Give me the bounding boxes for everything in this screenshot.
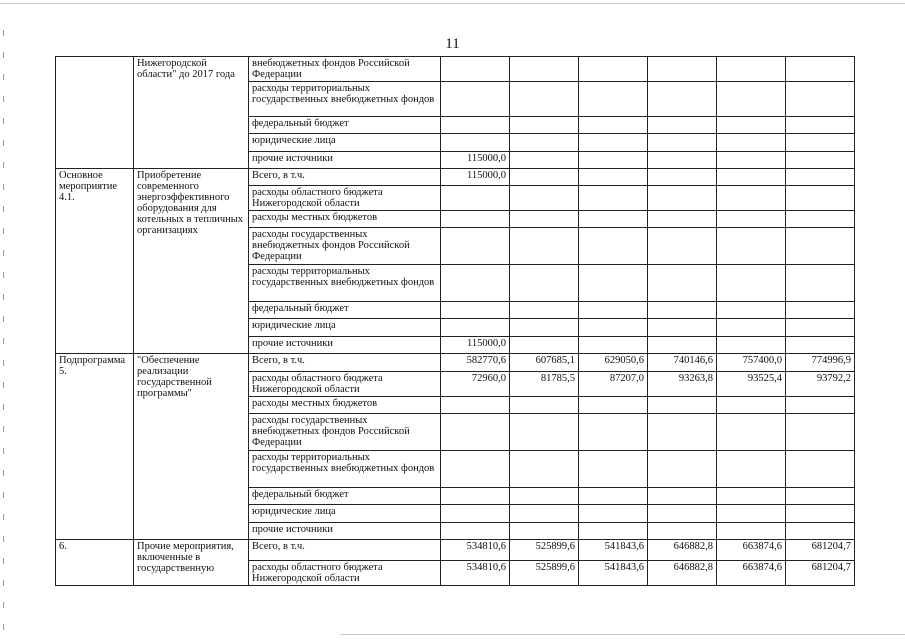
amount-cell: [786, 134, 855, 152]
amount-cell: [441, 523, 510, 540]
amount-cell: [510, 228, 579, 265]
funding-source-cell: расходы территориальных государственных внебюджетных фондов: [249, 82, 441, 117]
amount-cell: 740146,6: [648, 354, 717, 372]
amount-cell: [579, 152, 648, 169]
amount-cell: [786, 228, 855, 265]
amount-cell: [786, 117, 855, 134]
amount-cell: [648, 523, 717, 540]
amount-cell: 115000,0: [441, 337, 510, 354]
amount-cell: [648, 505, 717, 523]
amount-cell: [579, 302, 648, 319]
amount-cell: [441, 265, 510, 302]
amount-cell: [786, 488, 855, 505]
amount-cell: 115000,0: [441, 152, 510, 169]
amount-cell: [441, 117, 510, 134]
funding-source-cell: расходы местных бюджетов: [249, 211, 441, 228]
funding-source-cell: внебюджетных фондов Российской Федерации: [249, 57, 441, 82]
amount-cell: [648, 319, 717, 337]
program-name-cell: Прочие мероприятия, включенные в государственную: [134, 540, 249, 586]
amount-cell: 607685,1: [510, 354, 579, 372]
program-code-cell: Подпрограмма 5.: [56, 354, 134, 540]
amount-cell: [717, 82, 786, 117]
amount-cell: [579, 117, 648, 134]
funding-source-cell: расходы государственных внебюджетных фондов Российской Федерации: [249, 414, 441, 451]
amount-cell: [579, 228, 648, 265]
amount-cell: [717, 265, 786, 302]
amount-cell: [717, 451, 786, 488]
amount-cell: [510, 186, 579, 211]
amount-cell: 525899,6: [510, 540, 579, 561]
amount-cell: 81785,5: [510, 372, 579, 397]
funding-source-cell: Всего, в т.ч.: [249, 169, 441, 186]
amount-cell: [579, 488, 648, 505]
amount-cell: [441, 319, 510, 337]
amount-cell: [441, 211, 510, 228]
amount-cell: 534810,6: [441, 540, 510, 561]
amount-cell: [717, 211, 786, 228]
amount-cell: [510, 337, 579, 354]
program-code-cell: Основное мероприятие 4.1.: [56, 169, 134, 354]
amount-cell: [510, 451, 579, 488]
program-name-cell: "Обеспечение реализации государственной программы": [134, 354, 249, 540]
amount-cell: 774996,9: [786, 354, 855, 372]
amount-cell: [786, 82, 855, 117]
amount-cell: [786, 302, 855, 319]
amount-cell: [579, 82, 648, 117]
amount-cell: [648, 134, 717, 152]
amount-cell: [648, 117, 717, 134]
amount-cell: [441, 451, 510, 488]
amount-cell: [786, 451, 855, 488]
amount-cell: [441, 302, 510, 319]
amount-cell: [579, 134, 648, 152]
table-row: [56, 169, 855, 186]
amount-cell: 72960,0: [441, 372, 510, 397]
amount-cell: [648, 265, 717, 302]
amount-cell: [786, 211, 855, 228]
amount-cell: 541843,6: [579, 561, 648, 586]
funding-source-cell: Всего, в т.ч.: [249, 354, 441, 372]
amount-cell: 663874,6: [717, 561, 786, 586]
amount-cell: 646882,8: [648, 540, 717, 561]
funding-source-cell: расходы государственных внебюджетных фондов Российской Федерации: [249, 228, 441, 265]
amount-cell: [717, 134, 786, 152]
amount-cell: [717, 186, 786, 211]
amount-cell: 582770,6: [441, 354, 510, 372]
budget-table: [55, 56, 855, 586]
program-name-cell: Нижегородской области" до 2017 года: [134, 57, 249, 169]
funding-source-cell: расходы территориальных государственных внебюджетных фондов: [249, 451, 441, 488]
amount-cell: [579, 397, 648, 414]
amount-cell: [648, 488, 717, 505]
page-number: 11: [445, 36, 460, 52]
funding-source-cell: расходы областного бюджета Нижегородской области: [249, 561, 441, 586]
amount-cell: [579, 505, 648, 523]
amount-cell: [441, 134, 510, 152]
funding-source-cell: расходы областного бюджета Нижегородской области: [249, 186, 441, 211]
program-code-cell: [56, 57, 134, 169]
amount-cell: [717, 169, 786, 186]
amount-cell: [510, 505, 579, 523]
amount-cell: [648, 186, 717, 211]
amount-cell: [579, 523, 648, 540]
funding-source-cell: юридические лица: [249, 134, 441, 152]
amount-cell: [510, 523, 579, 540]
amount-cell: [786, 505, 855, 523]
amount-cell: [579, 169, 648, 186]
amount-cell: [579, 211, 648, 228]
amount-cell: [717, 505, 786, 523]
amount-cell: [441, 397, 510, 414]
amount-cell: 93525,4: [717, 372, 786, 397]
amount-cell: 681204,7: [786, 540, 855, 561]
amount-cell: [717, 57, 786, 82]
funding-source-cell: прочие источники: [249, 337, 441, 354]
amount-cell: [441, 228, 510, 265]
amount-cell: [717, 488, 786, 505]
amount-cell: [648, 211, 717, 228]
amount-cell: [786, 337, 855, 354]
funding-source-cell: прочие источники: [249, 523, 441, 540]
amount-cell: 534810,6: [441, 561, 510, 586]
funding-source-cell: прочие источники: [249, 152, 441, 169]
amount-cell: [441, 488, 510, 505]
amount-cell: 93263,8: [648, 372, 717, 397]
amount-cell: [786, 397, 855, 414]
amount-cell: [717, 523, 786, 540]
funding-source-cell: федеральный бюджет: [249, 117, 441, 134]
binding-marks: [3, 30, 4, 630]
program-code-cell: 6.: [56, 540, 134, 586]
amount-cell: [579, 186, 648, 211]
amount-cell: [510, 488, 579, 505]
table-row: [56, 540, 855, 561]
amount-cell: 541843,6: [579, 540, 648, 561]
funding-source-cell: федеральный бюджет: [249, 488, 441, 505]
amount-cell: [786, 169, 855, 186]
amount-cell: [648, 228, 717, 265]
table-row: [56, 57, 855, 82]
amount-cell: [717, 152, 786, 169]
amount-cell: [786, 57, 855, 82]
amount-cell: [441, 414, 510, 451]
funding-source-cell: Всего, в т.ч.: [249, 540, 441, 561]
amount-cell: [786, 523, 855, 540]
amount-cell: [717, 302, 786, 319]
amount-cell: [579, 57, 648, 82]
amount-cell: [717, 397, 786, 414]
amount-cell: [510, 211, 579, 228]
amount-cell: [717, 228, 786, 265]
amount-cell: [579, 414, 648, 451]
amount-cell: [510, 302, 579, 319]
amount-cell: [510, 57, 579, 82]
amount-cell: [510, 169, 579, 186]
amount-cell: [510, 117, 579, 134]
funding-source-cell: расходы областного бюджета Нижегородской области: [249, 372, 441, 397]
amount-cell: 681204,7: [786, 561, 855, 586]
amount-cell: [648, 451, 717, 488]
amount-cell: 115000,0: [441, 169, 510, 186]
program-name-cell: Приобретение современного энергоэффективного оборудования для котельных в тепличных организациях: [134, 169, 249, 354]
amount-cell: [648, 337, 717, 354]
amount-cell: 663874,6: [717, 540, 786, 561]
amount-cell: [786, 414, 855, 451]
amount-cell: [717, 117, 786, 134]
bottom-edge-line: [340, 634, 905, 635]
amount-cell: [510, 397, 579, 414]
amount-cell: [441, 505, 510, 523]
amount-cell: [786, 152, 855, 169]
amount-cell: [786, 265, 855, 302]
amount-cell: [648, 57, 717, 82]
funding-source-cell: расходы территориальных государственных внебюджетных фондов: [249, 265, 441, 302]
amount-cell: [579, 265, 648, 302]
amount-cell: [648, 152, 717, 169]
amount-cell: [510, 152, 579, 169]
amount-cell: [648, 169, 717, 186]
amount-cell: [648, 302, 717, 319]
amount-cell: [510, 319, 579, 337]
amount-cell: [786, 186, 855, 211]
amount-cell: 757400,0: [717, 354, 786, 372]
amount-cell: 646882,8: [648, 561, 717, 586]
amount-cell: [510, 134, 579, 152]
amount-cell: [717, 414, 786, 451]
funding-source-cell: юридические лица: [249, 319, 441, 337]
table-row: [56, 354, 855, 372]
amount-cell: [648, 397, 717, 414]
amount-cell: [579, 337, 648, 354]
amount-cell: [579, 451, 648, 488]
amount-cell: 87207,0: [579, 372, 648, 397]
top-edge-line: [0, 3, 905, 4]
amount-cell: [648, 414, 717, 451]
amount-cell: [441, 57, 510, 82]
amount-cell: [579, 319, 648, 337]
amount-cell: [441, 82, 510, 117]
amount-cell: [786, 319, 855, 337]
funding-source-cell: расходы местных бюджетов: [249, 397, 441, 414]
funding-source-cell: федеральный бюджет: [249, 302, 441, 319]
amount-cell: [717, 337, 786, 354]
amount-cell: [510, 82, 579, 117]
amount-cell: [510, 414, 579, 451]
amount-cell: 93792,2: [786, 372, 855, 397]
amount-cell: [717, 319, 786, 337]
amount-cell: [510, 265, 579, 302]
amount-cell: [441, 186, 510, 211]
amount-cell: 629050,6: [579, 354, 648, 372]
funding-source-cell: юридические лица: [249, 505, 441, 523]
amount-cell: 525899,6: [510, 561, 579, 586]
amount-cell: [648, 82, 717, 117]
